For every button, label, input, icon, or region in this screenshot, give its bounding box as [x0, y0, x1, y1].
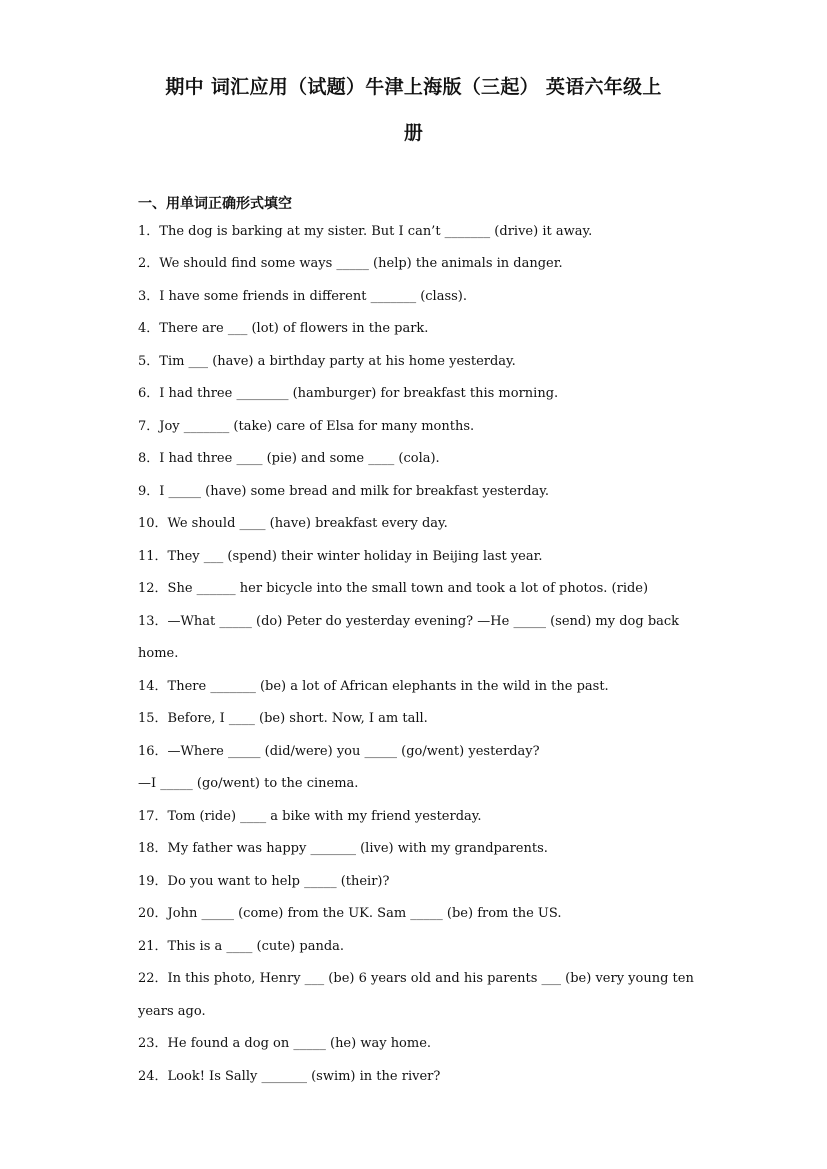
question-line: 17．Tom (ride) ____ a bike with my friend yesterday. [138, 809, 482, 824]
question-line: 1．The dog is barking at my sister. But I can’t _______ (drive) it away. [138, 224, 593, 239]
question-line: 7．Joy _______ (take) care of Elsa for many months. [138, 419, 475, 434]
question-continuation: —I _____ (go/went) to the cinema. [138, 776, 359, 791]
question-line: 18．My father was happy _______ (live) with my grandparents. [138, 841, 548, 856]
question-line: 8．I had three ____ (pie) and some ____ (cola). [138, 451, 440, 466]
question-line: 19．Do you want to help _____ (their)? [138, 874, 390, 889]
document-title-line1: 期中 词汇应用（试题）牛津上海版（三起） 英语六年级上 [165, 76, 662, 98]
question-continuation: years ago. [138, 1004, 206, 1019]
question-line: 3．I have some friends in different _______ (class). [138, 289, 468, 304]
question-line: 21．This is a ____ (cute) panda. [138, 939, 345, 954]
question-line: 16．—Where _____ (did/were) you _____ (go/went) yesterday? [138, 744, 540, 759]
question-line: 13．—What _____ (do) Peter do yesterday evening? —He _____ (send) my dog back [138, 614, 680, 629]
document-title-line2: 册 [403, 122, 424, 144]
question-line: 22．In this photo, Henry ___ (be) 6 years old and his parents ___ (be) very young ten [138, 971, 694, 986]
question-line: 11．They ___ (spend) their winter holiday in Beijing last year. [138, 549, 543, 564]
question-line: 14．There _______ (be) a lot of African elephants in the wild in the past. [138, 679, 609, 694]
question-line: 15．Before, I ____ (be) short. Now, I am tall. [138, 711, 428, 726]
section-heading: 一、用单词正确形式填空 [138, 196, 292, 212]
question-line: 9．I _____ (have) some bread and milk for breakfast yesterday. [138, 484, 550, 499]
question-line: 4．There are ___ (lot) of flowers in the park. [138, 321, 429, 336]
question-line: 10．We should ____ (have) breakfast every day. [138, 516, 448, 531]
question-line: 2．We should find some ways _____ (help) the animals in danger. [138, 256, 563, 271]
question-line: 24．Look! Is Sally _______ (swim) in the river? [138, 1069, 441, 1084]
question-continuation: home. [138, 646, 179, 661]
question-line: 5．Tim ___ (have) a birthday party at his home yesterday. [138, 354, 516, 369]
question-line: 20．John _____ (come) from the UK. Sam _____ (be) from the US. [138, 906, 562, 921]
question-line: 12．She ______ her bicycle into the small town and took a lot of photos. (ride) [138, 581, 649, 596]
question-line: 23．He found a dog on _____ (he) way home. [138, 1036, 432, 1051]
question-line: 6．I had three ________ (hamburger) for breakfast this morning. [138, 386, 559, 401]
